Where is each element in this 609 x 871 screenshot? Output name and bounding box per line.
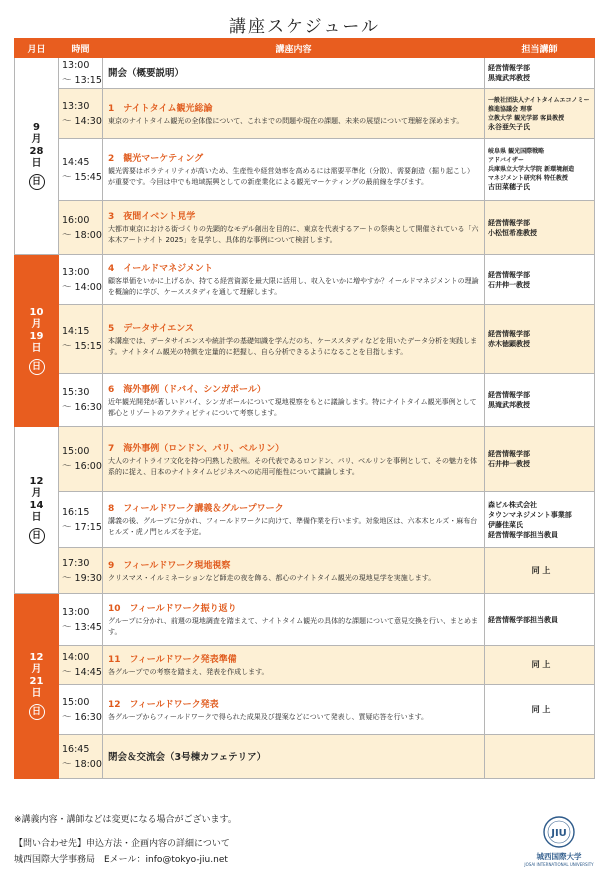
table-header: [15, 39, 595, 58]
table-row: [15, 139, 595, 201]
content-cell: 4 イールドマネジメント 顧客単価をいかに上げるか、持てる経営資源を最大限に活用し、収入をいかに増やすか？イールドマネジメントの理論を概論的に学び、ケーススタディを通して理解します。: [103, 255, 485, 305]
time-cell: 14:15 ～ 15:15: [59, 305, 103, 374]
lecturer-cell: 森ビル株式会社 タウンマネジメント事業部 伊藤佳菜氏 経営情報学部担当教員: [485, 492, 595, 548]
lecturer-cell: 一般社団法人ナイトタイムエコノミー 推進協議会 理事 立教大学 観光学部 客員教授 永谷亜矢子氏: [485, 89, 595, 139]
table-row: [15, 594, 595, 646]
content-cell: 閉会＆交流会（3号棟カフェテリア）: [103, 735, 485, 779]
table-row: [15, 374, 595, 427]
logo-name: 城西国際大学: [536, 852, 582, 861]
time-cell: 15:00 ～ 16:30: [59, 685, 103, 735]
content-cell: 開会（概要説明）: [103, 58, 485, 89]
date-cell: 12 月 21 日 日: [15, 594, 59, 779]
time-cell: 14:45 ～ 15:45: [59, 139, 103, 201]
lecturer-cell: 経営情報学部担当教員: [485, 594, 595, 646]
time-cell: 16:45 ～ 18:00: [59, 735, 103, 779]
university-logo: [520, 815, 598, 867]
content-cell: 6 海外事例（ドバイ、シンガポール） 近年観光開発が著しいドバイ、シンガポールについて現地視察をもとに議論します。特にナイトタイム観光事例として都心とリゾートのアクティビティについて考察します。: [103, 374, 485, 427]
table-row: [15, 427, 595, 492]
time-cell: 13:30 ～ 14:30: [59, 89, 103, 139]
table-row: [15, 735, 595, 779]
table-row: [15, 255, 595, 305]
date-cell: 9 月 28 日 日: [15, 58, 59, 255]
header-date: 月日: [15, 39, 59, 58]
table-row: [15, 58, 595, 89]
lecturer-cell: 経営情報学部 小松恒希准教授: [485, 201, 595, 255]
time-cell: 13:00 ～ 13:45: [59, 594, 103, 646]
lecturer-cell: 岐阜県 観光国際戦略 アドバイザー 兵庫県立大学大学院 新環境創造 マネジメント研究科 特任教授 古田菜穂子氏: [485, 139, 595, 201]
university-seal-icon: [542, 815, 576, 849]
lecturer-cell: 経営情報学部 石井伸一教授: [485, 255, 595, 305]
schedule-table: [14, 38, 595, 779]
content-cell: 9 フィールドワーク現地視察 クリスマス・イルミネーションなど師走の夜を飾る、都心のナイトタイム観光の現地見学を実施します。: [103, 548, 485, 594]
disclaimer-note: ※講義内容・講師などは変更になる場合がございます。: [14, 815, 237, 825]
time-cell: 15:30 ～ 16:30: [59, 374, 103, 427]
time-cell: 13:00 ～ 13:15: [59, 58, 103, 89]
lecturer-cell: 同 上: [485, 685, 595, 735]
content-cell: 10 フィールドワーク振り返り グループに分かれ、前週の現地調査を踏まえて、ナイトタイム観光の具体的な課題について意見交換を行い、まとめます。: [103, 594, 485, 646]
content-cell: 3 夜間イベント見学 大都市東京における街づくりの先顕的なモデル創出を目的に、東京を代表するアートの祭典として開催されている「六本木アートナイト 2025」を見学し、具体的な事例について検討します。: [103, 201, 485, 255]
page-title: 講座スケジュール: [229, 17, 380, 37]
header-content: 講座内容: [103, 39, 485, 58]
time-cell: 17:30 ～ 19:30: [59, 548, 103, 594]
header-lecturer: 担当講師: [485, 39, 595, 58]
lecturer-cell: 経営情報学部 黒滝武邦教授: [485, 58, 595, 89]
table-row: [15, 685, 595, 735]
time-cell: 16:00 ～ 18:00: [59, 201, 103, 255]
lecturer-cell: [485, 735, 595, 779]
content-cell: 11 フィールドワーク発表準備 各グループでの考察を踏まえ、発表を作成します。: [103, 646, 485, 685]
table-row: [15, 305, 595, 374]
lecturer-cell: 経営情報学部 赤木徳顕教授: [485, 305, 595, 374]
content-cell: 7 海外事例（ロンドン、パリ、ベルリン） 大人のナイトライフ文化を持つ円熟した欧州。その代表であるロンドン、パリ、ベルリンを事例として、その魅力を体系的に捉え、日本のナイトタイムビジネスへの応用可能性について議論します。: [103, 427, 485, 492]
content-cell: 5 データサイエンス 本講座では、データサイエンスや統計学の基礎知識を学んだのち、ケーススタディなどを用いたデータ分析を実践します。ナイトタイム観光の特徴を定量的に把握し、自ら分析できるようになることを目指します。: [103, 305, 485, 374]
weekday-badge: 日: [29, 704, 45, 720]
contact-label: 【問い合わせ先】申込方法・企画内容の詳細について: [14, 839, 230, 849]
content-cell: 8 フィールドワーク講義＆グループワーク 講義の後、グループに分かれ、フィールドワークに向けて、準備作業を行います。対象地区は、六本木ヒルズ・麻布台ヒルズ・虎ノ門ヒルズを予定。: [103, 492, 485, 548]
header-time: 時間: [59, 39, 103, 58]
time-cell: 13:00 ～ 14:00: [59, 255, 103, 305]
time-cell: 15:00 ～ 16:00: [59, 427, 103, 492]
table-row: [15, 89, 595, 139]
date-cell: 12 月 14 日 日: [15, 427, 59, 594]
date-cell: 10 月 19 日 日: [15, 255, 59, 427]
logo-subtitle: JOSAI INTERNATIONAL UNIVERSITY: [524, 862, 594, 867]
lecturer-cell: 同 上: [485, 646, 595, 685]
weekday-badge: 日: [29, 528, 45, 544]
weekday-badge: 日: [29, 174, 45, 190]
lecturer-cell: 同 上: [485, 548, 595, 594]
table-row: [15, 492, 595, 548]
table-row: [15, 548, 595, 594]
content-cell: 2 観光マーケティング 観光需要はボラティリティが高いため、生産性や経営効率を高めるには需要平準化（分散）、需要創造（掘り起こし）が重要です。今回は中でも地域振興としての新産業化による観光マーケティングの最前線を学びます。: [103, 139, 485, 201]
time-cell: 16:15 ～ 17:15: [59, 492, 103, 548]
lecturer-cell: 経営情報学部 黒滝武邦教授: [485, 374, 595, 427]
time-cell: 14:00 ～ 14:45: [59, 646, 103, 685]
content-cell: 1 ナイトタイム観光総論 東京のナイトタイム観光の全体像について、これまでの問題や現在の課題、未来の展望について理解を深めます。: [103, 89, 485, 139]
content-cell: 12 フィールドワーク発表 各グループからフィールドワークで得られた成果及び提案などについて発表し、質疑応答を行います。: [103, 685, 485, 735]
lecturer-cell: 経営情報学部 石井伸一教授: [485, 427, 595, 492]
weekday-badge: 日: [29, 359, 45, 375]
table-row: [15, 201, 595, 255]
table-row: [15, 646, 595, 685]
contact-office: 城西国際大学事務局 Eメール：info@tokyo-jiu.net: [14, 855, 228, 865]
svg-text:JIU: JIU: [551, 828, 567, 839]
